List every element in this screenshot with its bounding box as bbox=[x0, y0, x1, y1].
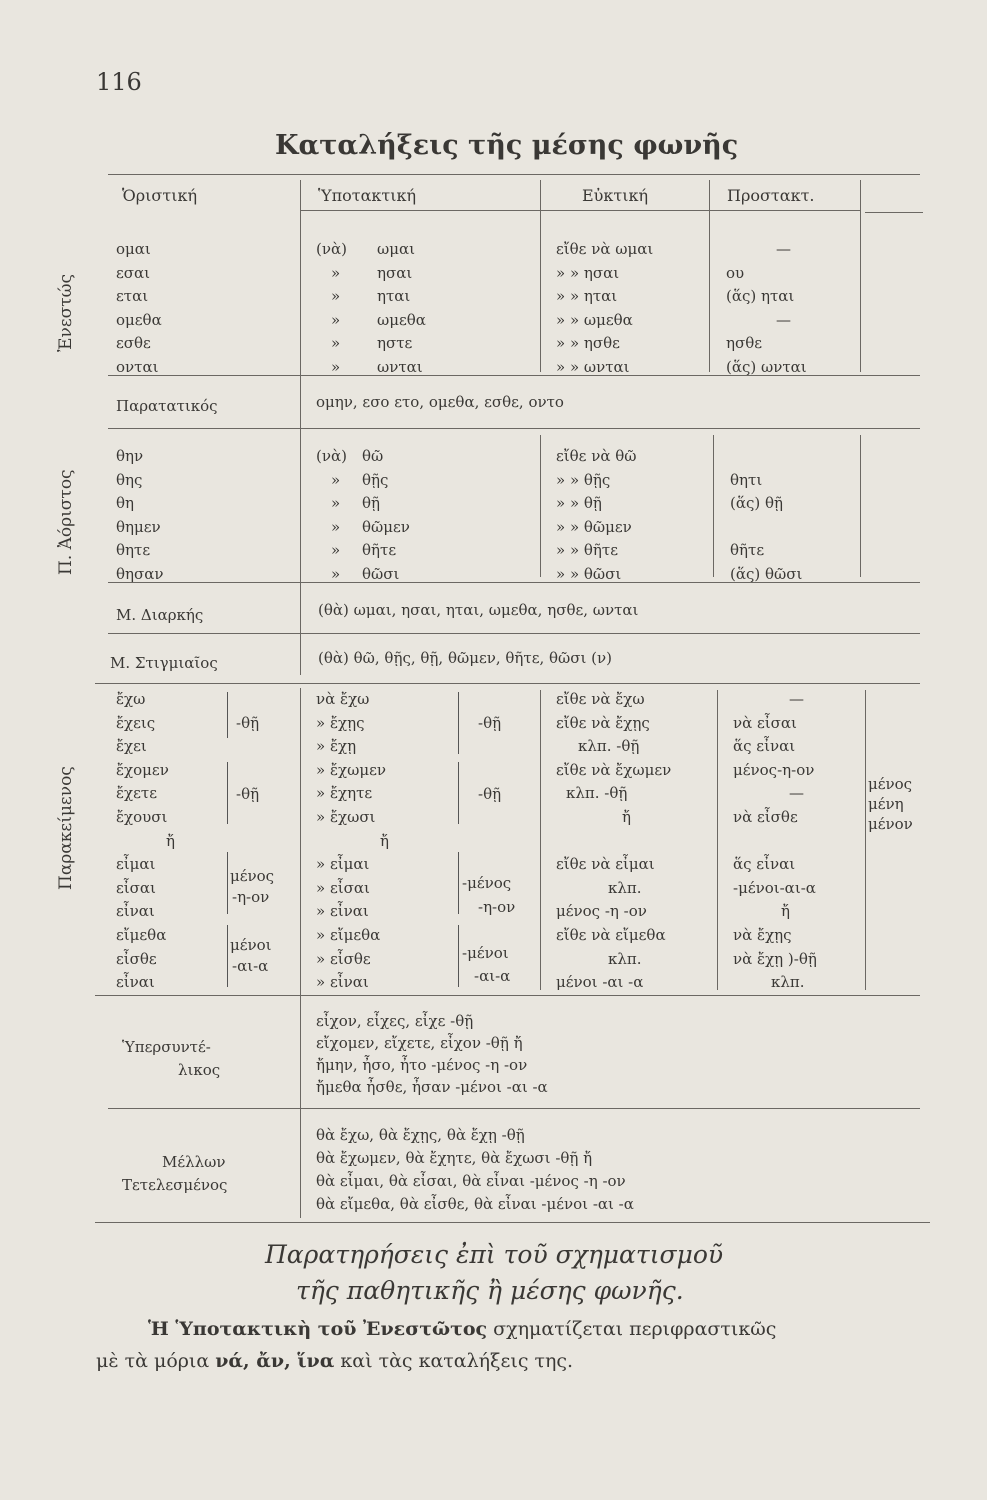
form: -μένοι-αι-α bbox=[733, 878, 816, 897]
brace bbox=[458, 852, 459, 914]
rule bbox=[95, 995, 920, 996]
form: θης bbox=[116, 470, 143, 489]
rule bbox=[108, 174, 920, 175]
form: εἴμεθα bbox=[116, 925, 167, 944]
present-imperative bbox=[726, 238, 807, 380]
form: ου bbox=[726, 263, 745, 282]
column-rule bbox=[709, 180, 710, 372]
text: καὶ τὰς καταλήξεις της. bbox=[334, 1350, 574, 1372]
text: σχηματίζεται περιφραστικῶς bbox=[487, 1318, 777, 1340]
observations-heading-2: τῆς παθητικῆς ἢ μέσης φωνῆς. bbox=[296, 1276, 684, 1305]
form: εἶναι bbox=[116, 902, 155, 921]
future-continuous-forms: (θὰ) ωμαι, ησαι, ηται, ωμεθα, ησθε, ωνται bbox=[318, 601, 639, 619]
form: θησαν bbox=[116, 564, 164, 583]
pluperfect-label-2: λικος bbox=[178, 1061, 221, 1079]
label-present: Ἐνεστώς bbox=[56, 273, 76, 352]
form: κλπ. bbox=[608, 949, 642, 968]
form: εἶμαι bbox=[116, 855, 156, 874]
form: θῶ bbox=[362, 447, 384, 465]
column-rule bbox=[540, 180, 541, 372]
aorist-indicative bbox=[116, 445, 164, 587]
header-optative: Εὐκτική bbox=[582, 186, 649, 205]
present-subj-particles bbox=[316, 238, 347, 380]
form: θημεν bbox=[116, 517, 161, 536]
form: μένον bbox=[868, 815, 913, 833]
particle: (νὰ) bbox=[316, 240, 347, 258]
form: εἴθε νὰ θῶ bbox=[556, 447, 637, 465]
form: » » θῶσι bbox=[556, 564, 622, 583]
aorist-imperative bbox=[730, 445, 802, 587]
form: θῇς bbox=[362, 470, 389, 489]
form: εσαι bbox=[116, 263, 151, 282]
form: » ἔχητε bbox=[316, 784, 373, 803]
form: » εἶναι bbox=[316, 973, 369, 992]
form: νὰ εἶσθε bbox=[733, 807, 798, 826]
form: ἔχω bbox=[116, 690, 146, 708]
form: εἴθε νὰ ἔχωμεν bbox=[556, 760, 672, 779]
form: κλπ. -θῇ bbox=[578, 737, 640, 756]
form: εται bbox=[116, 287, 149, 306]
brace bbox=[458, 762, 459, 824]
form bbox=[556, 830, 671, 854]
form: κλπ. -θῇ bbox=[566, 784, 628, 803]
form: ωνται bbox=[377, 357, 423, 376]
text: μὲ τὰ μόρια bbox=[96, 1350, 216, 1372]
observations-paragraph-line-2 bbox=[96, 1350, 573, 1372]
imperfect-forms: ομην, εσο ετο, ομεθα, εσθε, οντο bbox=[316, 393, 564, 411]
future-perfect-label-2: Τετελεσμένος bbox=[122, 1176, 228, 1194]
form: ησθε bbox=[726, 334, 763, 353]
form: κλπ. bbox=[771, 973, 805, 992]
column-rule bbox=[713, 435, 714, 577]
form: » εἶναι bbox=[316, 902, 369, 921]
rule bbox=[108, 633, 920, 634]
form: ἔχουσι bbox=[116, 807, 168, 826]
form: ἤ bbox=[166, 831, 175, 850]
future-simple-label: Μ. Στιγμιαῖος bbox=[110, 654, 218, 672]
form: — bbox=[789, 690, 804, 708]
form: (ἅς) θῇ bbox=[730, 494, 784, 513]
ind-suffix: -αι-α bbox=[232, 957, 269, 975]
rule bbox=[95, 683, 920, 684]
form: ησαι bbox=[377, 263, 413, 282]
form: μένοι -αι -α bbox=[556, 973, 644, 992]
form: ομεθα bbox=[116, 310, 162, 329]
form: ηται bbox=[377, 287, 411, 306]
form: » » ωμεθα bbox=[556, 310, 633, 329]
page-title: Καταλήξεις τῆς μέσης φωνῆς bbox=[275, 130, 739, 161]
form: ἅς εἶναι bbox=[733, 855, 796, 874]
aorist-subjunctive bbox=[362, 445, 410, 587]
future-continuous-label: Μ. Διαρκής bbox=[116, 606, 204, 624]
line: θὰ εἴμεθα, θὰ εἶσθε, θὰ εἶναι -μένοι -αι -α bbox=[316, 1195, 634, 1213]
present-optative bbox=[556, 238, 653, 380]
particle: » bbox=[331, 263, 341, 282]
brace bbox=[227, 925, 228, 987]
form: μένος-η-ον bbox=[733, 760, 815, 779]
form: » ἔχῃ bbox=[316, 737, 357, 756]
form bbox=[730, 516, 802, 540]
form: θητε bbox=[116, 541, 151, 560]
form: θην bbox=[116, 447, 144, 465]
perfect-subjunctive bbox=[316, 688, 389, 995]
form: » εἶσθε bbox=[316, 949, 371, 968]
form: εἶσαι bbox=[116, 878, 156, 897]
form: (ἅς) ωνται bbox=[726, 357, 807, 376]
label-aorist: Π. Ἀόριστος bbox=[56, 469, 76, 575]
ind-suffix: -θῇ bbox=[236, 785, 260, 803]
form: ἔχομεν bbox=[116, 760, 169, 779]
form: μένος -η -ον bbox=[556, 902, 647, 921]
subj-suffix: -θῇ bbox=[478, 785, 502, 803]
form: θῇ bbox=[362, 494, 381, 513]
form: μένος bbox=[868, 775, 913, 793]
header-indicative: Ὁριστική bbox=[122, 186, 198, 205]
column-rule bbox=[300, 180, 301, 675]
present-indicative bbox=[116, 238, 162, 380]
form: θῶμεν bbox=[362, 517, 410, 536]
form: θητι bbox=[730, 470, 763, 489]
form: ωμεθα bbox=[377, 310, 426, 329]
rule bbox=[300, 210, 860, 211]
label-perfect: Παρακείμενος bbox=[56, 766, 76, 890]
form: ἔχετε bbox=[116, 784, 157, 803]
header-subjunctive: Ὑποτακτική bbox=[318, 186, 417, 205]
form: » ἔχῃς bbox=[316, 713, 365, 732]
form: θῶσι bbox=[362, 564, 400, 583]
pluperfect-lines bbox=[316, 1010, 548, 1098]
brace bbox=[458, 925, 459, 987]
form: ἅς εἶναι bbox=[733, 737, 796, 756]
particle: » bbox=[331, 541, 341, 560]
form: νὰ ἔχω bbox=[316, 690, 370, 708]
form: θῆτε bbox=[362, 541, 397, 560]
line: θὰ εἶμαι, θὰ εἶσαι, θὰ εἶναι -μένος -η -ον bbox=[316, 1172, 626, 1190]
particle: » bbox=[331, 564, 341, 583]
imperfect-label: Παρατατικός bbox=[116, 397, 218, 415]
particle: » bbox=[331, 494, 341, 513]
form: ομαι bbox=[116, 240, 151, 258]
form: νὰ ἔχῃ )-θῇ bbox=[733, 949, 817, 968]
form: εἶναι bbox=[116, 973, 155, 992]
form: κλπ. bbox=[608, 878, 642, 897]
form: εἴθε νὰ εἴμεθα bbox=[556, 925, 666, 944]
ind-suffix: μένοι bbox=[230, 936, 272, 954]
particle: (νὰ) bbox=[316, 447, 347, 465]
brace bbox=[227, 762, 228, 824]
form: — bbox=[776, 310, 791, 329]
column-rule bbox=[717, 690, 718, 990]
form bbox=[730, 445, 802, 469]
rule bbox=[108, 1108, 920, 1109]
form: » εἶμαι bbox=[316, 855, 370, 874]
column-rule bbox=[860, 435, 861, 577]
observations-heading-1: Παρατηρήσεις ἐπὶ τοῦ σχηματισμοῦ bbox=[265, 1240, 724, 1269]
bold-particles: νά, ἄν, ἵνα bbox=[215, 1350, 335, 1372]
line: ἤμην, ἦσο, ἦτο -μένος -η -ον bbox=[316, 1056, 528, 1074]
future-perfect-lines bbox=[316, 1124, 634, 1216]
form: » » ησθε bbox=[556, 334, 620, 353]
form: εἴθε νὰ ἔχῃς bbox=[556, 713, 650, 732]
pluperfect-label-1: Ὑπερσυντέ- bbox=[122, 1038, 211, 1056]
particle: » bbox=[331, 310, 341, 329]
brace bbox=[227, 692, 228, 738]
form: νὰ εἶσαι bbox=[733, 713, 797, 732]
form: ηστε bbox=[377, 334, 413, 353]
subj-suffix: -η-ον bbox=[478, 898, 516, 916]
aorist-optative bbox=[556, 445, 637, 587]
form: » » ηται bbox=[556, 287, 618, 306]
rule bbox=[865, 212, 923, 213]
rule bbox=[95, 1222, 930, 1223]
form: » » θῇ bbox=[556, 494, 602, 513]
form: ἔχει bbox=[116, 737, 147, 756]
observations-paragraph-line-1 bbox=[148, 1318, 776, 1340]
form: » » ωνται bbox=[556, 357, 630, 376]
form bbox=[733, 830, 817, 854]
form: εσθε bbox=[116, 334, 151, 353]
ind-suffix: -θῇ bbox=[236, 714, 260, 732]
subj-suffix: -μένος bbox=[462, 874, 512, 892]
form: » εἶσαι bbox=[316, 878, 370, 897]
form: » » θῇς bbox=[556, 470, 611, 489]
future-perfect-label-1: Μέλλων bbox=[162, 1153, 226, 1171]
particle: » bbox=[331, 517, 341, 536]
column-rule bbox=[540, 435, 541, 577]
column-rule bbox=[540, 690, 541, 990]
form: » ἔχωμεν bbox=[316, 760, 386, 779]
perfect-indicative bbox=[116, 688, 175, 995]
form: εἶσθε bbox=[116, 949, 157, 968]
form: εἴθε νὰ ἔχω bbox=[556, 690, 645, 708]
header-imperative: Προστακτ. bbox=[727, 186, 815, 205]
subj-suffix: -αι-α bbox=[474, 967, 511, 985]
brace bbox=[458, 692, 459, 754]
line: εἶχον, εἶχες, εἶχε -θῇ bbox=[316, 1012, 474, 1030]
line: εἴχομεν, εἴχετε, εἶχον -θῇ ἤ bbox=[316, 1034, 523, 1052]
form: ωμαι bbox=[377, 240, 415, 258]
perfect-imperative bbox=[733, 688, 817, 995]
form: θῆτε bbox=[730, 541, 765, 560]
ind-suffix: -η-ον bbox=[232, 888, 270, 906]
rule bbox=[108, 428, 920, 429]
form: » εἴμεθα bbox=[316, 925, 381, 944]
form: εἴθε νὰ εἶμαι bbox=[556, 855, 655, 874]
form: » » θῆτε bbox=[556, 541, 618, 560]
bold-lead: Ἡ Ὑποτακτικὴ τοῦ Ἐνεστῶτος bbox=[148, 1318, 488, 1340]
particle: » bbox=[331, 357, 341, 376]
form: ἤ bbox=[380, 831, 389, 850]
aorist-subj-particles bbox=[316, 445, 347, 587]
ind-suffix: μένος bbox=[230, 867, 275, 885]
form: εἴθε νὰ ωμαι bbox=[556, 240, 654, 258]
line: θὰ ἔχωμεν, θὰ ἔχητε, θὰ ἔχωσι -θῇ ἤ bbox=[316, 1149, 593, 1167]
form: — bbox=[789, 784, 804, 803]
form: » » ησαι bbox=[556, 263, 620, 282]
present-subjunctive bbox=[377, 238, 426, 380]
form: ἤ bbox=[781, 902, 790, 921]
particle: » bbox=[331, 470, 341, 489]
form: (ἅς) ηται bbox=[726, 287, 795, 306]
form: (ἅς) θῶσι bbox=[730, 564, 803, 583]
form: θη bbox=[116, 494, 135, 513]
form: μένη bbox=[868, 795, 904, 813]
column-rule bbox=[865, 690, 866, 990]
column-rule bbox=[300, 688, 301, 1218]
form: ονται bbox=[116, 357, 159, 376]
form: ἤ bbox=[622, 807, 631, 826]
form: » ἔχωσι bbox=[316, 807, 376, 826]
subj-suffix: -μένοι bbox=[462, 944, 509, 962]
brace bbox=[227, 852, 228, 914]
perfect-imp-suffix bbox=[868, 774, 913, 834]
form: — bbox=[776, 240, 791, 258]
future-simple-forms: (θὰ) θῶ, θῇς, θῇ, θῶμεν, θῆτε, θῶσι (ν) bbox=[318, 649, 612, 667]
particle: » bbox=[331, 334, 341, 353]
line: ἤμεθα ἦσθε, ἦσαν -μένοι -αι -α bbox=[316, 1078, 548, 1096]
particle: » bbox=[331, 287, 341, 306]
subj-suffix: -θῇ bbox=[478, 714, 502, 732]
form: νὰ ἔχῃς bbox=[733, 925, 792, 944]
form: ἔχεις bbox=[116, 713, 156, 732]
page-number: 116 bbox=[96, 68, 142, 96]
line: θὰ ἔχω, θὰ ἔχῃς, θὰ ἔχῃ -θῇ bbox=[316, 1126, 525, 1144]
perfect-optative bbox=[556, 688, 671, 995]
form: » » θῶμεν bbox=[556, 517, 632, 536]
column-rule bbox=[860, 180, 861, 372]
